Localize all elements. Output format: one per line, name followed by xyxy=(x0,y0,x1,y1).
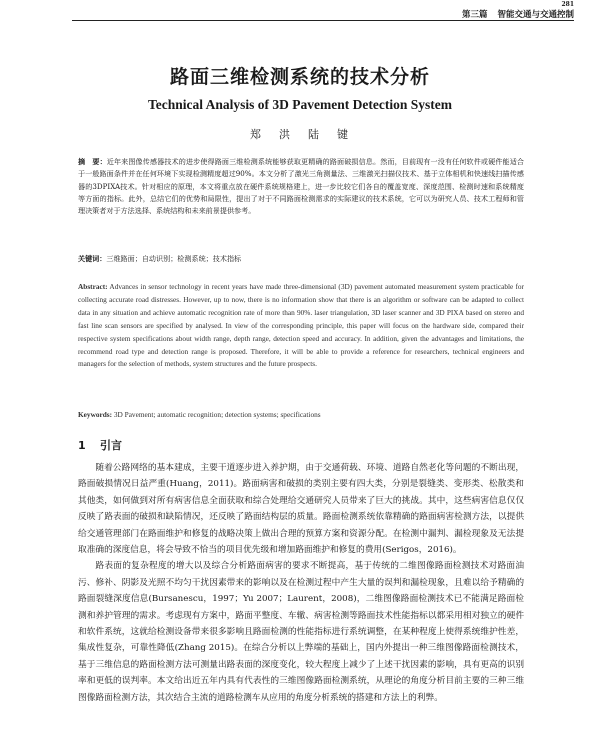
abstract-text-en: Advances in sensor technology in recent years have made three-dimensional (3D) pavement automated measurement system practicable for collecting accurate road distresses. However, up to now, there is no information show that there is an algorithm or software can be adapted to collect data in any situation and achieve automatic recognition rate of more than 90%. laser triangulation, 3D laser scanner and 3D PIXA based on stereo and fast line scan sensors are specified by analysed. In view of the corresponding principle, this paper will focus on the hardware side, compared their respective system specifications about width range, depth range, detection speed and accuracy. In addition, given the advantages and limitations, the recommend road type and detection range is proposed. Therefore, it will be able to provide a reference for researchers, technical engineers and managers for the selection of methods, system structures and the future prospects. xyxy=(78,282,524,369)
keywords-english xyxy=(78,410,524,419)
running-header xyxy=(462,8,574,20)
author-char: 洪 xyxy=(279,128,292,141)
page-number: 281 xyxy=(561,1,574,8)
keywords-text-en: 3D Pavement; automatic recognition; detection systems; specifications xyxy=(113,410,321,419)
abstract-text-zh: 近年来图像传感器技术的进步使得路面三维检测系统能够获取更精确的路面破损信息。然而，目前现有一没有任何软件或硬件能适合于一般路面条件并在任何环境下实现检测精度超过90%。本文分析了激光三角测量法、三维激光扫描仪技术、基于立体相机和快速线扫描传感器的3DPIXA技术。针对相应的原理，本文将重点放在硬件系统规格建上，进一步比较它们各自的覆盖宽度、深度范围、检测时速和系统精度等方面的指标。此外，总结它们的优势和局限性，提出了对于不同路面检测需求的实际建议的技术系统，它可以为研究人员、技术工程师和管理决策者对于方法选择、系统结构和未来前景提供参考。 xyxy=(78,157,524,216)
section-title: 引言 xyxy=(100,439,122,452)
body-text xyxy=(78,460,524,706)
chapter-title: 智能交通与交通控制 xyxy=(497,10,574,20)
chapter-label: 第三篇 xyxy=(461,10,488,20)
keywords-label-zh: 关键词： xyxy=(78,254,107,263)
keywords-text-zh: 三维路面；自动识别；检测系统；技术指标 xyxy=(106,254,242,263)
section-heading xyxy=(78,437,122,453)
abstract-label-zh: 摘 要： xyxy=(78,157,107,166)
title-chinese: 路面三维检测系统的技术分析 xyxy=(169,66,430,88)
keywords-chinese xyxy=(78,254,524,264)
header-rule xyxy=(72,20,574,21)
author-char: 键 xyxy=(337,128,350,141)
body-paragraph: 路表面的复杂程度的增大以及综合分析路面病害的要求不断提高，基于传统的二维图像路面检测技术对路面油污、修补、阴影及光照不均匀干扰因素带来的影响以及在检测过程中产生大量的误判和漏检现象，且难以给予精确的路面裂缝深度信息(Bursanescu，1997；Yu 2007；Laurent，2008)，二维图像路面检测技术已不能满足路面检测和养护管理的需求。考虑现有方案中，路面平整度、车辙、病害检测等路面技术性能指标以都采用相对独立的硬件和软件系统，这就给检测设备带来很多影响且路面检测的性能指标进行系统调整，在某种程度上使得系统维护性差，集成性复杂，可靠性降低(Zhang 2015)。在综合分析以上弊端的基础上，国内外提出一种三维图像路面检测技术，基于三维信息的路面检测方法可测量出路表面的深度变化，较大程度上减少了上述干扰因素的影响，具有更高的识别率和更低的误判率。本文给出近五年内具有代表性的三维图像路面检测系统，从理论的角度分析目前主要的三种三维图像路面检测方法，其次结合主流的道路检测车从应用的角度分析系统的搭建和方法上的利弊。 xyxy=(78,561,524,703)
abstract-english xyxy=(78,281,524,371)
abstract-label-en: Abstract: xyxy=(78,282,108,291)
section-number: 1 xyxy=(78,439,86,452)
author-char: 陆 xyxy=(308,128,321,141)
body-paragraph: 随着公路网络的基本建成，主要干道逐步进入养护期，由于交通荷载、环境、道路自然老化等问题的不断出现，路面破损情况日益严重(Huang，2011)。路面病害和破损的类别主要有四大类，分别是裂缝类、变形类、松散类和其他类，如何做到对所有病害信息全面获取和综合处理给交通研究人员带来了巨大的挑战。其中，这些病害信息仅仅反映了路表面的破损和缺陷情况，还反映了路面结构层的质量。路面检测系统依靠精确的路面病害检测方法，以提供给交通管理部门在路面维护和修复的战略决策上做出合理的预算方案和资源分配。在检测中漏判、漏检现象及无法提取准确的深度信息，将会导致不恰当的项目优先级和增加路面维护和修复的费用(Serigos，2016)。 xyxy=(78,463,524,556)
author-line xyxy=(0,126,600,142)
keywords-label-en: Keywords: xyxy=(78,410,113,419)
title-english: Technical Analysis of 3D Pavement Detection System xyxy=(148,97,452,112)
author-char: 郑 xyxy=(250,128,263,141)
abstract-chinese xyxy=(78,156,524,217)
